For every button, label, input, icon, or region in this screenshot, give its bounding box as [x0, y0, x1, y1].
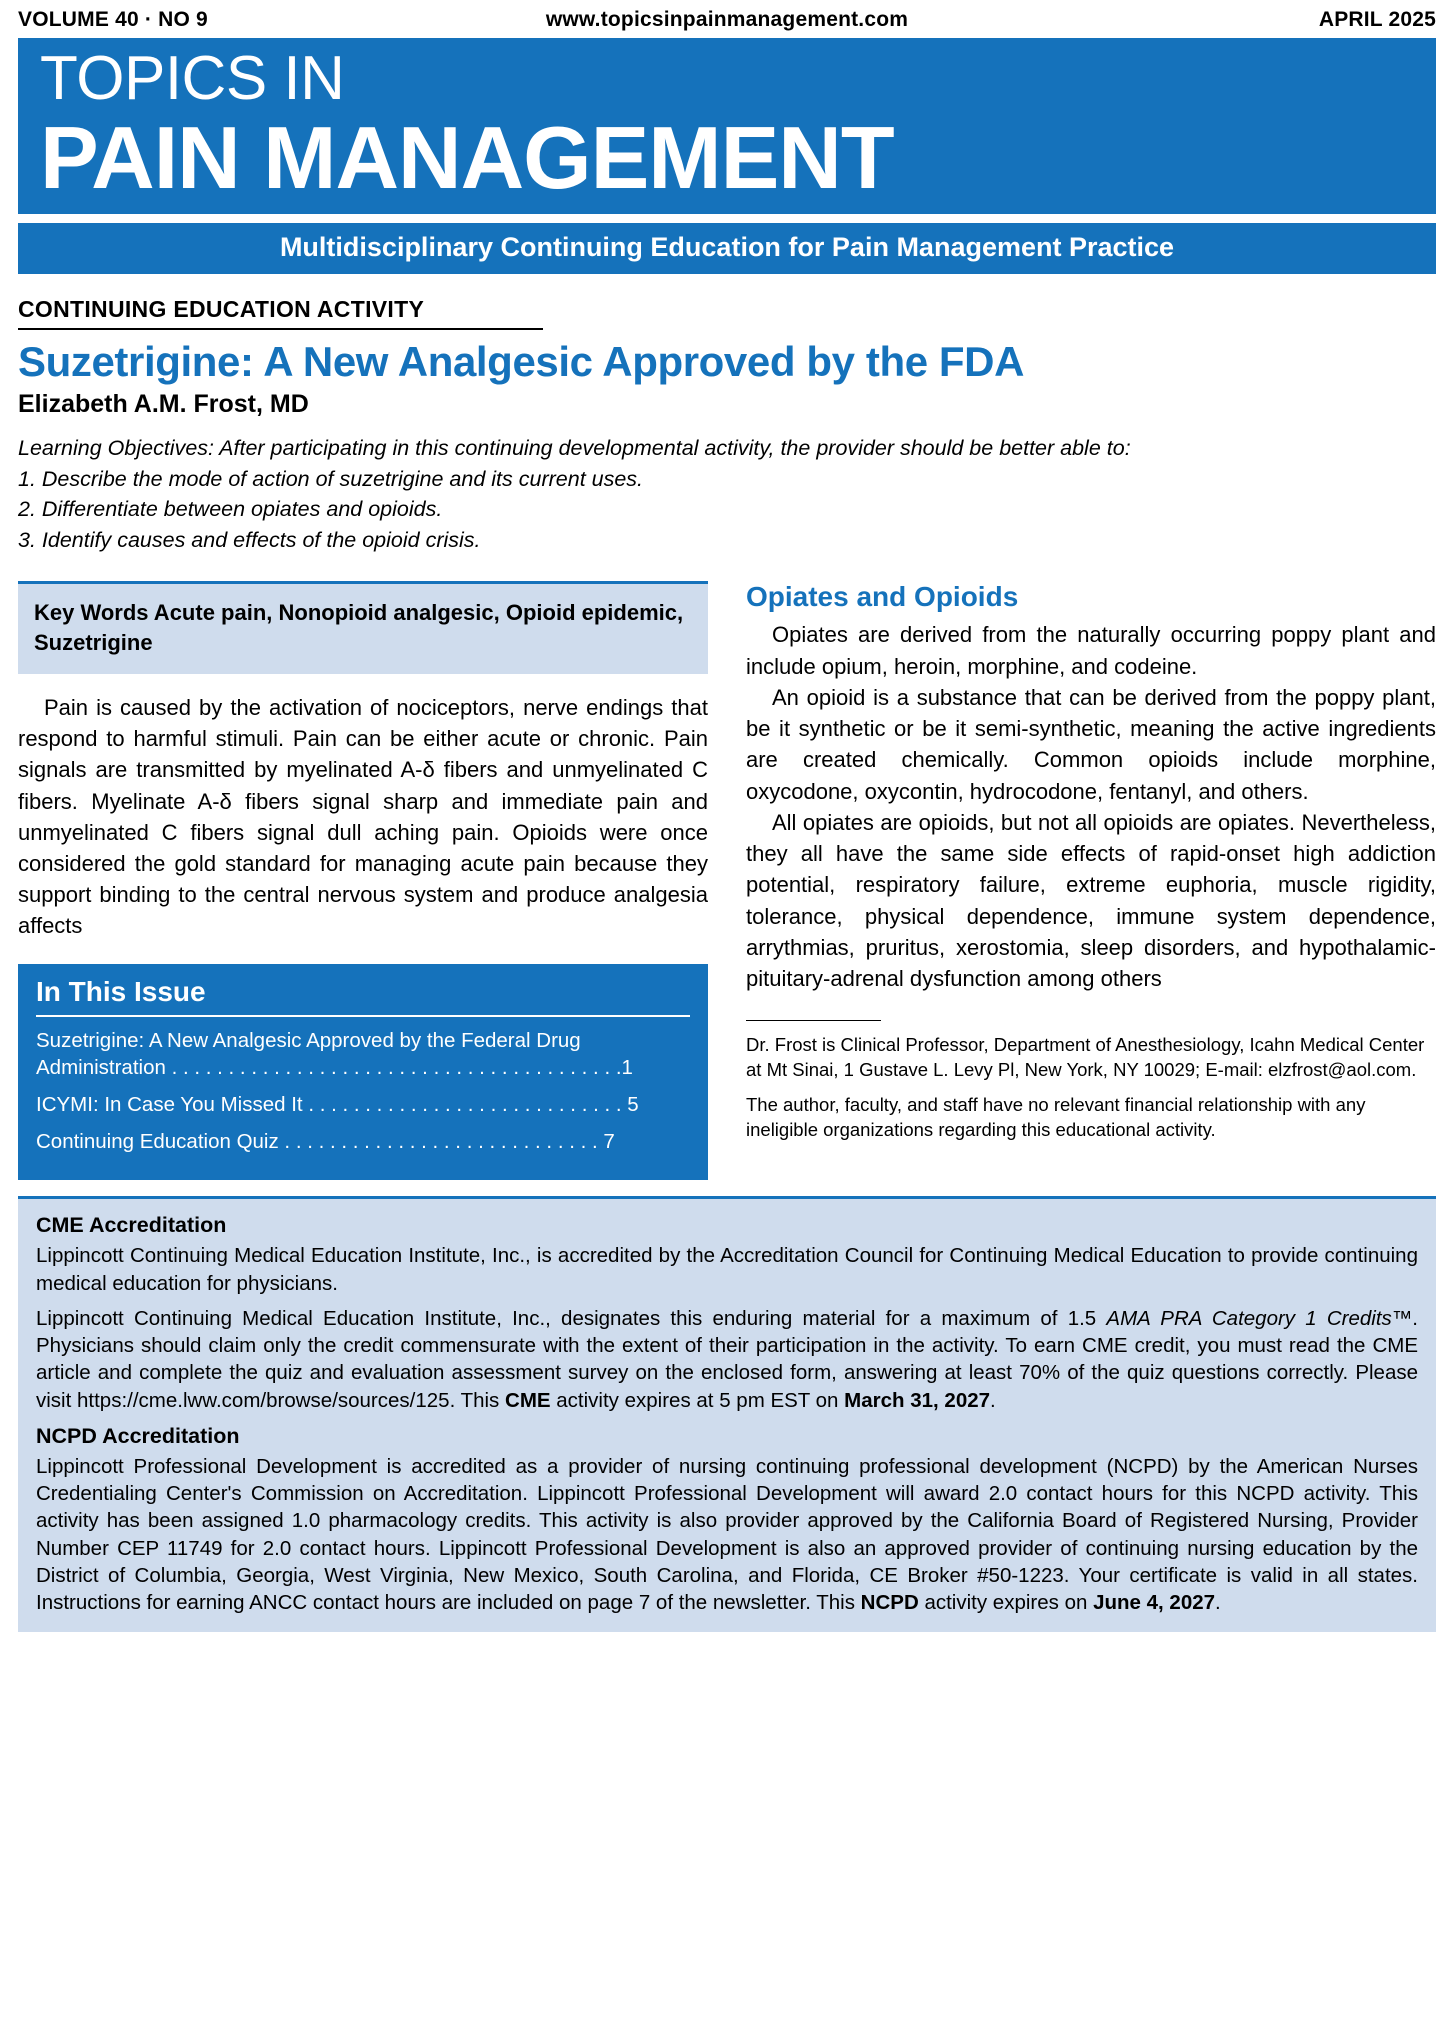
masthead-tagline: Multidisciplinary Continuing Education for Pain Management Practice [18, 223, 1436, 274]
masthead-title-line1: TOPICS IN [40, 44, 345, 113]
article-author: Elizabeth A.M. Frost, MD [18, 390, 309, 419]
footnote-rule [746, 1020, 881, 1021]
ncpd-p1-end: . [1215, 1591, 1221, 1615]
right-paragraph-2: An opioid is a substance that can be derived from the poppy plant, be it synthetic or be it semi-synthetic, meaning the active ingredients are created chemically. Common opioids include morphine, oxycodone, oxycontin, hydrocodone, fentanyl, and others. [746, 684, 1436, 804]
ncpd-p1-part-a: Lippincott Professional Development is accredited as a provider of nursing continuing professional development (NCPD) by the American Nurses Credentialing Center's Commission on Accreditation. Lippincott Professional Development will award 2.0 contact hours for this NCPD activity. This activity has been assigned 1.0 pharmacology credits. This activity is also provider approved by the California Board of Registered Nursing, Provider Number CEP 11749 for 2.0 contact hours. Lippincott Professional Development is also an approved provider of continuing nursing education by the District of Columbia, Georgia, West Virginia, New Mexico, South Carolina, and Florida, CE Broker #50-1223. Your certificate is valid in all states. Instructions for earning ANCC contact hours are included on page 7 of the newsletter. This [36, 1454, 1418, 1615]
objective-item-1: 1. Describe the mode of action of suzetrigine and its current uses. [18, 466, 644, 491]
right-paragraph-1: Opiates are derived from the naturally occurring poppy plant and include opium, heroin, morphine, and codeine. [746, 622, 1436, 679]
cme-p2-end: . [990, 1388, 996, 1412]
ncpd-paragraph-1 [36, 1453, 1418, 1617]
ncpd-expiry-date: June 4, 2027 [1093, 1591, 1216, 1615]
toc-item-3[interactable]: Continuing Education Quiz . . . . . . . . . . . . . . . . . . . . . . . . . . . . 7 [36, 1129, 615, 1153]
keywords-box: Key Words Acute pain, Nonopioid analgesic, Opioid epidemic, Suzetrigine [18, 581, 708, 673]
masthead-topline [18, 0, 1436, 38]
objectives-intro: Learning Objectives: After participating in this continuing developmental activity, the provider should be better able to: [18, 436, 1131, 461]
ncpd-label: NCPD [860, 1591, 919, 1615]
masthead-banner [18, 38, 1436, 214]
cme-accreditation-heading: CME Accreditation [36, 1213, 227, 1238]
issue-date: APRIL 2025 [1318, 8, 1436, 31]
learning-objectives [18, 433, 1436, 555]
right-column [746, 581, 1436, 1180]
accreditation-box [18, 1196, 1436, 1632]
website-url[interactable]: www.topicsinpainmanagement.com [545, 8, 909, 31]
in-this-issue-box [18, 964, 708, 1181]
kicker-rule [18, 328, 543, 330]
ncpd-p1-part-b: activity expires on [918, 1591, 1094, 1615]
toc-item-1[interactable]: Suzetrigine: A New Analgesic Approved by the Federal Drug Administration . . . . . . . . . . . . . . . . . . . . . . . . . . . . . . . . . . . . . . . .1 [36, 1028, 633, 1080]
left-column [18, 581, 708, 1180]
volume-number: VOLUME 40 · NO 9 [18, 8, 208, 31]
cme-paragraph-2 [36, 1305, 1418, 1414]
objective-item-2: 2. Differentiate between opiates and opioids. [18, 497, 443, 522]
masthead-divider [18, 214, 1436, 223]
body-columns [18, 581, 1436, 1180]
toc-item-2[interactable]: ICYMI: In Case You Missed It . . . . . . . . . . . . . . . . . . . . . . . . . . . . 5 [36, 1093, 639, 1117]
right-paragraph-3: All opiates are opioids, but not all opioids are opiates. Nevertheless, they all have the same side effects of rapid-onset high addiction potential, respiratory failure, extreme euphoria, muscle rigidity, tolerance, physical dependence, immune system dependence, arrythmias, pruritus, xerostomia, sleep disorders, and hypothalamic-pituitary-adrenal dysfunction among others [746, 809, 1436, 992]
author-affiliation-footnote: Dr. Frost is Clinical Professor, Department of Anesthesiology, Icahn Medical Center at Mt Sinai, 1 Gustave L. Levy Pl, New York, NY 10029; E-mail: elzfrost@aol.com. [746, 1034, 1425, 1081]
cme-p2-part-b: ™. Physicians should claim only the credit commensurate with the extent of their participation in the activity. To earn CME credit, you must read the CME article and complete the quiz and evaluation assessment survey on the enclosed form, answering at least 70% of the quiz questions correctly. Please visit https://cme.lww.com/browse/sources/125. This [36, 1306, 1418, 1412]
cme-p2-credits-italic: AMA PRA Category 1 Credits [1106, 1306, 1392, 1330]
in-this-issue-title: In This Issue [36, 976, 690, 1017]
cme-p2-part-a: Lippincott Continuing Medical Education Institute, Inc., designates this enduring material for a maximum of 1.5 [36, 1306, 1107, 1330]
cme-label: CME [505, 1388, 551, 1412]
left-paragraph-1: Pain is caused by the activation of nociceptors, nerve endings that respond to harmful stimuli. Pain can be either acute or chronic. Pain signals are transmitted by myelinated A-δ fibers and unmyelinated C fibers. Myelinate A-δ fibers signal sharp and immediate pain and unmyelinated C fibers signal dull aching pain. Opioids were once considered the gold standard for managing acute pain because they support binding to the central nervous system and produce analgesia affects [18, 694, 708, 939]
cme-p2-part-c: activity expires at 5 pm EST on [550, 1388, 845, 1412]
disclosure-footnote: The author, faculty, and staff have no relevant financial relationship with any ineligible organizations regarding this educational activity. [746, 1093, 1366, 1140]
section-kicker: CONTINUING EDUCATION ACTIVITY [18, 296, 425, 323]
page-title: Suzetrigine: A New Analgesic Approved by the FDA [18, 338, 1025, 386]
left-column-text [18, 692, 708, 942]
masthead-title-line2: PAIN MANAGEMENT [40, 108, 894, 207]
right-column-text [746, 619, 1436, 994]
cme-paragraph-1: Lippincott Continuing Medical Education Institute, Inc., is accredited by the Accreditation Council for Continuing Medical Education to provide continuing medical education for physicians. [36, 1244, 1418, 1295]
cme-expiry-date: March 31, 2027 [844, 1388, 991, 1412]
section-heading-opiates-and-opioids: Opiates and Opioids [746, 581, 1019, 613]
ncpd-accreditation-heading: NCPD Accreditation [36, 1423, 240, 1448]
objective-item-3: 3. Identify causes and effects of the opioid crisis. [18, 527, 481, 552]
